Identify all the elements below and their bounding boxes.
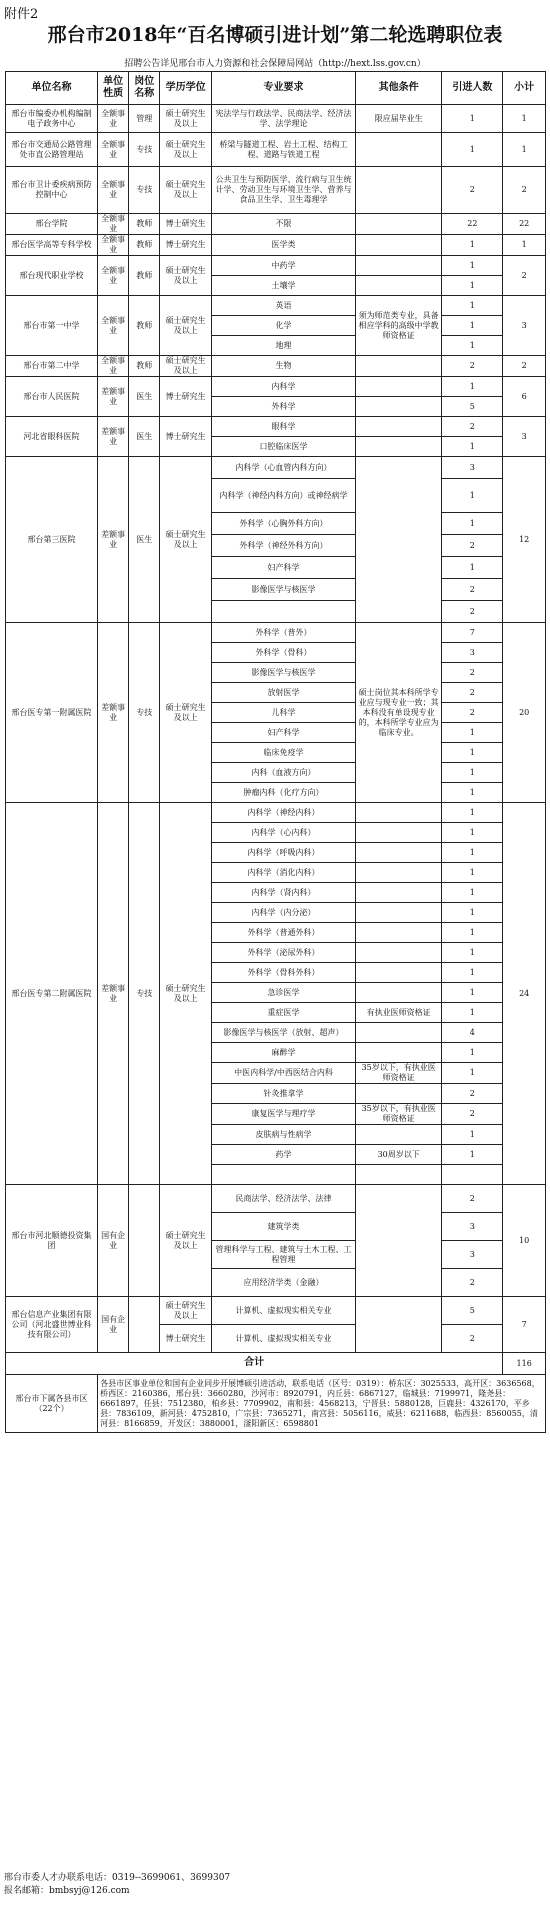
table-cell xyxy=(355,1165,441,1185)
table-cell: 外科学（神经外科方向） xyxy=(212,535,356,557)
table-cell: 邢台市第二中学 xyxy=(6,356,98,377)
table-cell: 应用经济学类（金融） xyxy=(212,1269,356,1297)
table-cell xyxy=(355,437,441,457)
table-cell: 硕士研究生及以上 xyxy=(160,356,212,377)
table-row xyxy=(6,235,546,256)
table-cell xyxy=(355,983,441,1003)
table-cell: 影像医学与核医学 xyxy=(212,663,356,683)
table-cell: 国有企业 xyxy=(98,1297,129,1353)
table-cell: 2 xyxy=(442,535,503,557)
table-cell: 6 xyxy=(503,377,546,417)
table-cell: 内科（血液方向） xyxy=(212,763,356,783)
table-cell: 教师 xyxy=(129,356,160,377)
table-cell: 地理 xyxy=(212,336,356,356)
table-cell: 2 xyxy=(442,356,503,377)
table-cell: 口腔临床医学 xyxy=(212,437,356,457)
table-cell: 影像医学与核医学（放射、超声） xyxy=(212,1023,356,1043)
table-cell: 邢台市人民医院 xyxy=(6,377,98,417)
table-cell: 全额事业 xyxy=(98,214,129,235)
table-cell: 内科学（内分泌） xyxy=(212,903,356,923)
table-cell: 2 xyxy=(442,663,503,683)
table-cell: 桥梁与隧道工程、岩土工程、结构工程、道路与铁道工程 xyxy=(212,133,356,167)
table-cell: 急诊医学 xyxy=(212,983,356,1003)
table-cell: 邢台学院 xyxy=(6,214,98,235)
table-cell: 1 xyxy=(442,1003,503,1023)
table-cell: 专技 xyxy=(129,623,160,803)
table-cell: 1 xyxy=(442,983,503,1003)
table-cell: 2 xyxy=(442,703,503,723)
page-title: 邢台市2018年“百名博硕引进计划”第二轮选聘职位表 xyxy=(47,24,503,46)
table-cell: 7 xyxy=(503,1297,546,1353)
table-cell: 5 xyxy=(442,1297,503,1325)
table-cell: 1 xyxy=(442,437,503,457)
table-cell: 邢台第三医院 xyxy=(6,457,98,623)
table-cell: 邢台医专第二附属医院 xyxy=(6,803,98,1185)
table-cell: 教师 xyxy=(129,214,160,235)
footer-phone: 邢台市委人才办联系电话：0319--3699061、3699307 xyxy=(4,1873,231,1883)
table-cell: 针灸推拿学 xyxy=(212,1084,356,1104)
table-cell: 1 xyxy=(503,105,546,133)
table-cell xyxy=(355,823,441,843)
table-cell: 邢台市河北顺德投资集团 xyxy=(6,1185,98,1297)
table-cell: 差额事业 xyxy=(98,457,129,623)
column-header: 其他条件 xyxy=(355,72,441,105)
table-cell: 药学 xyxy=(212,1145,356,1165)
table-cell: 10 xyxy=(503,1185,546,1297)
table-cell: 1 xyxy=(442,963,503,983)
table-row xyxy=(6,1185,546,1213)
table-cell: 硕士研究生及以上 xyxy=(160,1297,212,1325)
table-cell: 2 xyxy=(442,601,503,623)
table-cell: 国有企业 xyxy=(98,1185,129,1297)
table-cell: 1 xyxy=(442,377,503,397)
table-cell: 3 xyxy=(503,296,546,356)
column-header: 专业要求 xyxy=(212,72,356,105)
table-cell: 邢台现代职业学校 xyxy=(6,256,98,296)
table-cell: 限应届毕业生 xyxy=(355,105,441,133)
table-cell: 1 xyxy=(442,479,503,513)
table-cell: 35岁以下，有执业医师资格证 xyxy=(355,1063,441,1084)
table-cell xyxy=(355,457,441,623)
table-cell: 内科学 xyxy=(212,377,356,397)
table-cell: 内科学（心血管内科方向） xyxy=(212,457,356,479)
table-cell: 2 xyxy=(442,1325,503,1353)
table-cell: 1 xyxy=(442,557,503,579)
table-cell: 3 xyxy=(442,1213,503,1241)
table-cell: 7 xyxy=(442,623,503,643)
table-cell: 2 xyxy=(442,167,503,214)
table-cell: 教师 xyxy=(129,296,160,356)
table-cell: 全额事业 xyxy=(98,133,129,167)
table-row xyxy=(6,105,546,133)
table-cell: 妇产科学 xyxy=(212,557,356,579)
table-row xyxy=(6,296,546,316)
table-cell: 硕士研究生及以上 xyxy=(160,623,212,803)
table-cell: 2 xyxy=(442,417,503,437)
table-cell: 麻醉学 xyxy=(212,1043,356,1063)
table-cell: 不限 xyxy=(212,214,356,235)
table-cell: 有执业医师资格证 xyxy=(355,1003,441,1023)
table-cell: 专技 xyxy=(129,167,160,214)
table-cell: 民商法学、经济法学、法律 xyxy=(212,1185,356,1213)
total-row xyxy=(6,1353,546,1375)
table-cell xyxy=(355,417,441,437)
table-cell: 2 xyxy=(442,683,503,703)
column-header: 单位性质 xyxy=(98,72,129,105)
table-cell: 1 xyxy=(442,943,503,963)
table-cell: 土壤学 xyxy=(212,276,356,296)
table-cell: 博士研究生 xyxy=(160,417,212,457)
table-cell: 眼科学 xyxy=(212,417,356,437)
table-cell xyxy=(355,256,441,276)
table-cell: 专技 xyxy=(129,133,160,167)
table-cell xyxy=(355,963,441,983)
table-cell: 差额事业 xyxy=(98,623,129,803)
table-cell: 计算机、虚拟现实相关专业 xyxy=(212,1325,356,1353)
table-header-row xyxy=(6,72,546,105)
table-cell: 12 xyxy=(503,457,546,623)
table-cell: 1 xyxy=(442,1145,503,1165)
table-cell: 中医内科学/中西医结合内科 xyxy=(212,1063,356,1084)
column-header: 小计 xyxy=(503,72,546,105)
county-contacts: 各县市区事业单位和国有企业同步开展博硕引进活动，联系电话（区号：0319）：桥东区：3025533，高开区：3636568，桥西区：2160386，邢台县：3660280，沙河市：8920791，内丘县：6867127，临城县：7199971，隆尧县：6661897，任县：7512380，柏乡县：7709902，南和县：4568213，宁晋县：5880128，巨鹿县：4326170，平乡县：7836109，新河县：4752810，广宗县：7365271，南宫县：5056116，威县：6211688，临西县：8560055，清河县：8166859，开发区：3880001，滏阳新区：6598801 xyxy=(98,1375,546,1433)
table-cell: 医学类 xyxy=(212,235,356,256)
table-cell: 外科学（泌尿外科） xyxy=(212,943,356,963)
table-cell xyxy=(355,214,441,235)
table-cell: 硕士研究生及以上 xyxy=(160,167,212,214)
table-cell: 计算机、虚拟现实相关专业 xyxy=(212,1297,356,1325)
table-cell xyxy=(355,803,441,823)
table-cell xyxy=(355,1185,441,1297)
county-label: 邢台市下属各县市区（22个） xyxy=(6,1375,98,1433)
table-cell: 差额事业 xyxy=(98,803,129,1185)
table-cell: 外科学（普外） xyxy=(212,623,356,643)
table-cell: 1 xyxy=(442,1125,503,1145)
table-cell: 影像医学与核医学 xyxy=(212,579,356,601)
column-header: 引进人数 xyxy=(442,72,503,105)
table-cell xyxy=(355,923,441,943)
county-row xyxy=(6,1375,546,1433)
table-cell: 2 xyxy=(442,579,503,601)
table-row xyxy=(6,167,546,214)
table-cell: 硕士研究生及以上 xyxy=(160,105,212,133)
table-row xyxy=(6,356,546,377)
table-cell: 外科学（普通外科） xyxy=(212,923,356,943)
table-cell: 全额事业 xyxy=(98,235,129,256)
table-cell: 中药学 xyxy=(212,256,356,276)
table-cell: 肿瘤内科（化疗方向） xyxy=(212,783,356,803)
footer xyxy=(4,1872,230,1898)
table-cell: 硕士研究生及以上 xyxy=(160,803,212,1185)
table-cell xyxy=(355,377,441,397)
table-cell: 1 xyxy=(442,235,503,256)
table-cell: 2 xyxy=(442,1185,503,1213)
table-row xyxy=(6,256,546,276)
table-cell: 1 xyxy=(442,133,503,167)
page-subtitle: 招聘公告详见邢台市人力资源和社会保障局网站（http://hext.lss.gov.cn） xyxy=(124,59,426,69)
table-cell: 1 xyxy=(442,723,503,743)
table-cell: 20 xyxy=(503,623,546,803)
column-header: 学历学位 xyxy=(160,72,212,105)
table-cell: 1 xyxy=(442,903,503,923)
table-cell: 硕士研究生及以上 xyxy=(160,1185,212,1297)
table-cell: 邢台市卫计委疾病预防控制中心 xyxy=(6,167,98,214)
table-cell: 外科学 xyxy=(212,397,356,417)
table-cell: 1 xyxy=(442,256,503,276)
table-cell: 1 xyxy=(442,923,503,943)
total-label: 合计 xyxy=(6,1353,503,1375)
table-cell: 5 xyxy=(442,397,503,417)
table-cell: 1 xyxy=(442,105,503,133)
table-cell: 儿科学 xyxy=(212,703,356,723)
table-cell xyxy=(355,397,441,417)
table-cell: 2 xyxy=(503,256,546,296)
table-cell: 管理科学与工程、建筑与土木工程、工程管理 xyxy=(212,1241,356,1269)
table-cell: 2 xyxy=(503,356,546,377)
table-cell: 邢台医学高等专科学校 xyxy=(6,235,98,256)
table-cell: 35岁以下，有执业医师资格证 xyxy=(355,1104,441,1125)
table-cell: 博士研究生 xyxy=(160,377,212,417)
table-cell: 1 xyxy=(442,1043,503,1063)
column-header: 岗位名称 xyxy=(129,72,160,105)
table-row xyxy=(6,457,546,479)
table-cell xyxy=(355,943,441,963)
table-cell xyxy=(129,1185,160,1297)
table-cell: 邢台市交通局公路管理处市直公路管理站 xyxy=(6,133,98,167)
table-cell: 1 xyxy=(442,763,503,783)
table-cell xyxy=(355,1084,441,1104)
table-cell: 邢台医专第一附属医院 xyxy=(6,623,98,803)
table-cell: 临床免疫学 xyxy=(212,743,356,763)
table-cell: 4 xyxy=(442,1023,503,1043)
table-cell: 2 xyxy=(503,167,546,214)
table-cell: 外科学（骨科外科） xyxy=(212,963,356,983)
table-cell: 3 xyxy=(503,417,546,457)
table-cell: 医生 xyxy=(129,457,160,623)
table-cell: 外科学（骨科） xyxy=(212,643,356,663)
table-cell: 1 xyxy=(503,133,546,167)
table-cell: 全额事业 xyxy=(98,356,129,377)
table-cell: 1 xyxy=(442,316,503,336)
table-cell: 1 xyxy=(442,843,503,863)
table-cell: 全额事业 xyxy=(98,105,129,133)
table-cell: 河北省眼科医院 xyxy=(6,417,98,457)
table-cell xyxy=(355,843,441,863)
table-cell xyxy=(355,1125,441,1145)
table-cell: 2 xyxy=(442,1084,503,1104)
table-cell xyxy=(355,356,441,377)
table-cell xyxy=(355,1023,441,1043)
table-cell: 全额事业 xyxy=(98,296,129,356)
table-cell: 全额事业 xyxy=(98,167,129,214)
table-cell: 邢台信息产业集团有限公司（河北盛世博业科技有限公司） xyxy=(6,1297,98,1353)
table-row xyxy=(6,133,546,167)
table-cell: 3 xyxy=(442,457,503,479)
table-cell xyxy=(355,903,441,923)
table-cell: 内科学（心内科） xyxy=(212,823,356,843)
table-row xyxy=(6,417,546,437)
table-cell xyxy=(129,1297,160,1353)
table-cell: 2 xyxy=(442,1269,503,1297)
table-cell: 1 xyxy=(442,296,503,316)
table-cell: 专技 xyxy=(129,803,160,1185)
table-cell: 生物 xyxy=(212,356,356,377)
table-cell: 管理 xyxy=(129,105,160,133)
table-cell: 差额事业 xyxy=(98,417,129,457)
table-cell: 1 xyxy=(442,803,503,823)
table-cell: 医生 xyxy=(129,377,160,417)
table-cell xyxy=(442,1165,503,1185)
table-cell: 博士研究生 xyxy=(160,214,212,235)
table-cell: 22 xyxy=(442,214,503,235)
table-cell: 化学 xyxy=(212,316,356,336)
table-cell: 须为师范类专业，具备相应学科的高级中学教师资格证 xyxy=(355,296,441,356)
table-cell: 康复医学与理疗学 xyxy=(212,1104,356,1125)
column-header: 单位名称 xyxy=(6,72,98,105)
table-row xyxy=(6,803,546,823)
table-cell xyxy=(355,133,441,167)
table-cell: 博士研究生 xyxy=(160,1325,212,1353)
table-cell: 教师 xyxy=(129,235,160,256)
table-cell: 硕士岗位其本科所学专业应与现专业一致；其本科没有单设现专业的，本科所学专业应为临床专业。 xyxy=(355,623,441,803)
table-row xyxy=(6,377,546,397)
table-cell: 内科学（消化内科） xyxy=(212,863,356,883)
table-cell: 皮肤病与性病学 xyxy=(212,1125,356,1145)
table-cell: 1 xyxy=(442,336,503,356)
table-cell: 硕士研究生及以上 xyxy=(160,296,212,356)
table-body xyxy=(6,72,546,1433)
table-cell xyxy=(212,1165,356,1185)
table-cell: 建筑学类 xyxy=(212,1213,356,1241)
table-cell: 公共卫生与预防医学、流行病与卫生统计学、劳动卫生与环境卫生学、营养与食品卫生学、卫生毒理学 xyxy=(212,167,356,214)
table-cell: 邢台市编委办机构编制电子政务中心 xyxy=(6,105,98,133)
table-cell: 3 xyxy=(442,643,503,663)
table-cell xyxy=(355,1043,441,1063)
positions-table xyxy=(5,71,546,1433)
table-row xyxy=(6,1297,546,1325)
table-cell: 内科学（神经内科方向）或神经病学 xyxy=(212,479,356,513)
table-cell: 外科学（心胸外科方向） xyxy=(212,513,356,535)
table-cell: 22 xyxy=(503,214,546,235)
table-cell xyxy=(212,601,356,623)
table-cell: 内科学（呼吸内科） xyxy=(212,843,356,863)
table-cell: 3 xyxy=(442,1241,503,1269)
table-cell xyxy=(355,883,441,903)
table-cell: 1 xyxy=(442,823,503,843)
table-cell: 放射医学 xyxy=(212,683,356,703)
table-cell: 邢台市第一中学 xyxy=(6,296,98,356)
table-cell: 宪法学与行政法学、民商法学、经济法学、法学理论 xyxy=(212,105,356,133)
table-cell: 30周岁以下 xyxy=(355,1145,441,1165)
table-cell: 内科学（神经内科） xyxy=(212,803,356,823)
table-cell: 1 xyxy=(442,276,503,296)
table-row xyxy=(6,214,546,235)
table-cell xyxy=(355,276,441,296)
table-cell: 1 xyxy=(442,513,503,535)
attachment-label: 附件2 xyxy=(4,7,39,22)
table-cell: 2 xyxy=(442,1104,503,1125)
table-cell: 医生 xyxy=(129,417,160,457)
table-cell: 1 xyxy=(442,783,503,803)
footer-email: 报名邮箱：bmbsyj@126.com xyxy=(4,1886,130,1896)
table-cell: 内科学（肾内科） xyxy=(212,883,356,903)
table-cell: 妇产科学 xyxy=(212,723,356,743)
table-cell: 1 xyxy=(503,235,546,256)
table-cell: 英语 xyxy=(212,296,356,316)
table-cell: 硕士研究生及以上 xyxy=(160,457,212,623)
table-cell: 全额事业 xyxy=(98,256,129,296)
table-cell: 差额事业 xyxy=(98,377,129,417)
total-value: 116 xyxy=(503,1353,546,1375)
table-cell xyxy=(355,1297,441,1353)
table-cell: 教师 xyxy=(129,256,160,296)
table-cell xyxy=(355,235,441,256)
table-cell: 1 xyxy=(442,743,503,763)
table-cell: 硕士研究生及以上 xyxy=(160,256,212,296)
table-cell xyxy=(355,167,441,214)
table-cell: 24 xyxy=(503,803,546,1185)
table-cell xyxy=(355,863,441,883)
table-cell: 博士研究生 xyxy=(160,235,212,256)
table-row xyxy=(6,623,546,643)
table-cell: 1 xyxy=(442,1063,503,1084)
table-cell: 1 xyxy=(442,863,503,883)
table-cell: 硕士研究生及以上 xyxy=(160,133,212,167)
table-cell: 1 xyxy=(442,883,503,903)
table-cell: 重症医学 xyxy=(212,1003,356,1023)
